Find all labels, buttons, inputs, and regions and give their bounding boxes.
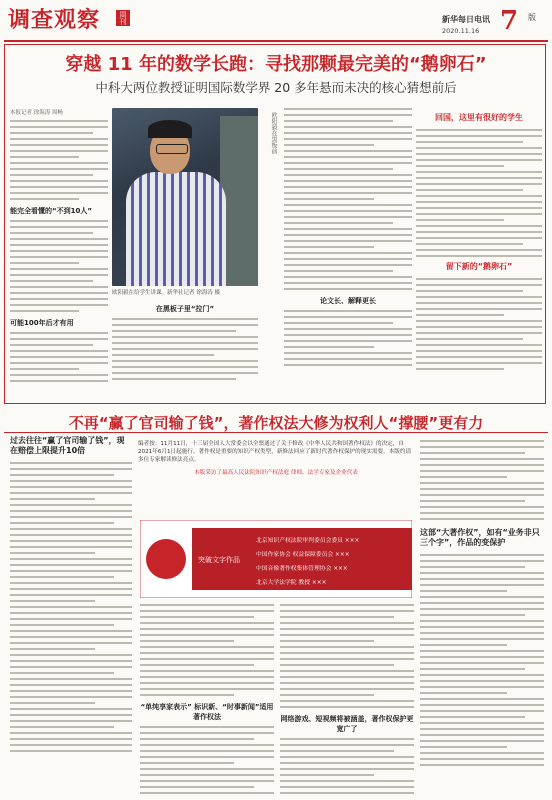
text-block <box>10 332 108 382</box>
diagram-label: 中国音像著作权集体管理协会 ××× <box>256 566 348 572</box>
text-block <box>112 318 258 380</box>
masthead-logo: 调查观察 <box>8 7 101 33</box>
bottom-col-3 <box>280 604 414 794</box>
text-block <box>10 120 108 200</box>
masthead-divider <box>4 40 548 42</box>
bottom-story-title: 不再“赢了官司输了钱”，著作权法大修为权利人“撑腰”更有力 <box>68 414 484 432</box>
diagram-hub <box>146 539 186 579</box>
text-block <box>416 129 542 257</box>
diagram-label: 北京知识产权法院审判委员会委员 ××× <box>256 538 360 544</box>
bottom-col-2 <box>140 604 274 794</box>
issue-date: 2020.11.16 <box>442 27 480 35</box>
section-label: 版 <box>528 13 536 22</box>
page-number: 7 <box>500 6 519 36</box>
photo-caption: 欧阳毅在给学生讲课。新华社记者 徐海涛 摄 <box>112 290 220 296</box>
text-block <box>420 554 544 766</box>
subhead: 这部“大著作权”，如有“业务非只三个字”，作品的变保护 <box>420 528 540 547</box>
side-label: 欧阳毅在黑板前 <box>270 112 277 154</box>
subhead: 回国，这里有很好的学生 <box>435 113 523 122</box>
text-block <box>140 726 274 794</box>
top-story-col-3 <box>284 108 412 398</box>
text-block <box>284 310 412 366</box>
bottom-right-column <box>420 440 544 766</box>
bottom-left-column <box>10 436 132 752</box>
subhead: 网络游戏、短视频将被涵盖，著作权保护更宽广了 <box>280 715 414 733</box>
editor-note: 编者按：11月11日，十三届全国人大常委会以全票通过了关于修改《中华人民共和国著作权法》的决定，自2021年6月1日起施行。著作权是重要的知识产权类型，新修法回应了新时代著作权保护的现实需要，本版约请多位专家解读修法亮点。 <box>138 441 412 464</box>
professor-photo <box>112 108 258 286</box>
diagram-label: 中国作家协会 权益保障委员会 ××× <box>256 552 350 558</box>
bottom-lead-block <box>138 440 414 476</box>
lead-note: 本版采访了最高人民法院知识产权法庭 律师、法学专家及企业代表 <box>194 470 358 477</box>
top-story-right-column <box>416 108 542 370</box>
text-block <box>280 604 414 708</box>
experts-diagram <box>140 520 412 598</box>
top-story-col-1 <box>10 108 108 398</box>
text-block <box>10 462 132 752</box>
diagram-hub-label: 突破文字作品 <box>198 556 240 564</box>
subhead: 能完全看懂的“不到10人” <box>10 207 92 215</box>
masthead-tag: 周刊 <box>116 10 130 26</box>
top-story-col-2 <box>112 300 258 398</box>
text-block <box>284 108 412 290</box>
bottom-divider <box>4 432 548 433</box>
top-story-title: 穿越 11 年的数学长跑：寻找那颗最完美的“鹅卵石” <box>65 54 487 75</box>
subhead: 可能100年后才有用 <box>10 319 74 327</box>
text-block <box>140 604 274 696</box>
subhead: 在黑板子里“拉门” <box>155 305 215 313</box>
subhead: “单纯享家表示” 标识新、“时事新闻”适用著作权法 <box>140 703 274 721</box>
top-story-subtitle: 中科大两位教授证明国际数学界 20 多年悬而未决的核心猜想前后 <box>95 80 457 95</box>
subhead: 论文长、解释更长 <box>320 297 376 305</box>
text-block <box>10 220 108 312</box>
text-block <box>280 738 414 794</box>
paper-name: 新华每日电讯 <box>442 15 490 24</box>
subhead: 留下新的“鹅卵石” <box>445 262 513 271</box>
diagram-label: 北京大学法学院 教授 ××× <box>256 580 327 586</box>
text-block <box>420 440 544 520</box>
masthead <box>0 0 552 40</box>
subhead: 过去往往“赢了官司输了钱”，现在赔偿上限提升10倍 <box>10 436 125 455</box>
byline: 本报记者 徐海涛 周畅 <box>10 110 63 116</box>
text-block <box>416 278 542 370</box>
